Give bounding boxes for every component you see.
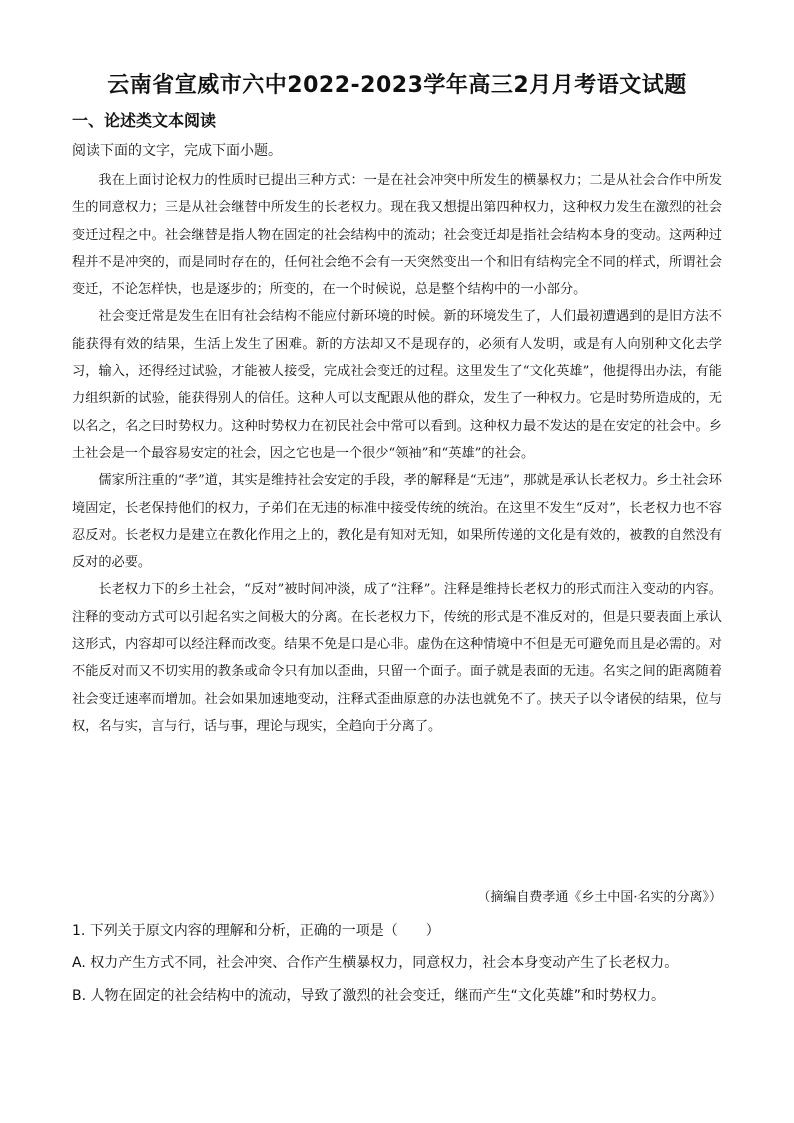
passage-paragraph-1: 我在上面讨论权力的性质时已提出三种方式：一是在社会冲突中所发生的横暴权力；二是从社会合作中所发生的同意权力；三是从社会继替中所发生的长老权力。现在我又想提出第四种权力，这种权力发生在激烈的社会变迁过程之中。社会继替是指人物在固定的社会结构中的流动；社会变迁却是指社会结构本身的变动。这两种过程并不是冲突的，而是同时存在的，任何社会绝不会有一天突然变出一个和旧有结构完全不同的样式，所谓社会变迁，不论怎样快，也是逐步的；所变的，在一个时候说，总是整个结构中的一小部分。: [72, 173, 722, 298]
section-heading: 一、论述类文本阅读: [72, 111, 217, 130]
question-option-a: A. 权力产生方式不同，社会冲突、合作产生横暴权力，同意权力，社会本身变动产生了长老权力。: [72, 955, 679, 971]
passage-source: （摘编自费孝通《乡土中国·名实的分离》）: [477, 890, 722, 905]
passage-paragraph-2: 社会变迁常是发生在旧有社会结构不能应付新环境的时候。新的环境发生了，人们最初遭遇到的是旧方法不能获得有效的结果，生活上发生了困难。新的方法却又不是现存的，必须有人发明，或是有人向别种文化去学习，输入，还得经过试验，才能被人接受，完成社会变迁的过程。这里发生了“文化英雄”，他提得出办法，有能力组织新的试验，能获得别人的信任。这种人可以支配跟从他的群众，发生了一种权力。它是时势所造成的，无以名之，名之曰时势权力。这种时势权力在初民社会中常可以看到。这种权力最不发达的是在安定的社会中。乡土社会是一个最容易安定的社会，因之它也是一个很少“领袖”和“英雄”的社会。: [72, 309, 722, 461]
question-stem: 1. 下列关于原文内容的理解和分析，正确的一项是（ ）: [72, 923, 440, 939]
passage-paragraph-3: 儒家所注重的“孝”道，其实是维持社会安定的手段，孝的解释是“无违”，那就是承认长老权力。乡土社会环境固定，长老保持他们的权力，子弟们在无违的标准中接受传统的统治。在这里不发生“反对”，长老权力也不容忍反对。长老权力是建立在教化作用之上的，教化是有知对无知，如果所传递的文化是有效的，被教的自然没有反对的必要。: [72, 473, 722, 571]
question-option-b: B. 人物在固定的社会结构中的流动，导致了激烈的社会变迁，继而产生“文化英雄”和时势权力。: [72, 988, 666, 1004]
page-title: 云南省宣威市六中2022-2023学年高三2月月考语文试题: [107, 73, 687, 98]
reading-passage: [72, 167, 722, 740]
reading-instruction: 阅读下面的文字，完成下面小题。: [72, 143, 282, 159]
passage-paragraph-4: 长老权力下的乡土社会，“反对”被时间冲淡，成了“注释”。注释是维持长老权力的形式而注入变动的内容。注释的变动方式可以引起名实之间极大的分离。在长老权力下，传统的形式是不准反对的，但是只要表面上承认这形式，内容却可以经注释而改变。结果不免是口是心非。虚伪在这种情境中不但是无可避免而且是必需的。对不能反对而又不切实用的教条或命令只有加以歪曲，只留一个面子。面子就是表面的无违。名实之间的距离随着社会变迁速率而增加。社会如果加速地变动，注释式歪曲原意的办法也就免不了。挟天子以令诸侯的结果，位与权，名与实，言与行，话与事，理论与现实，全趋向于分离了。: [72, 582, 722, 734]
